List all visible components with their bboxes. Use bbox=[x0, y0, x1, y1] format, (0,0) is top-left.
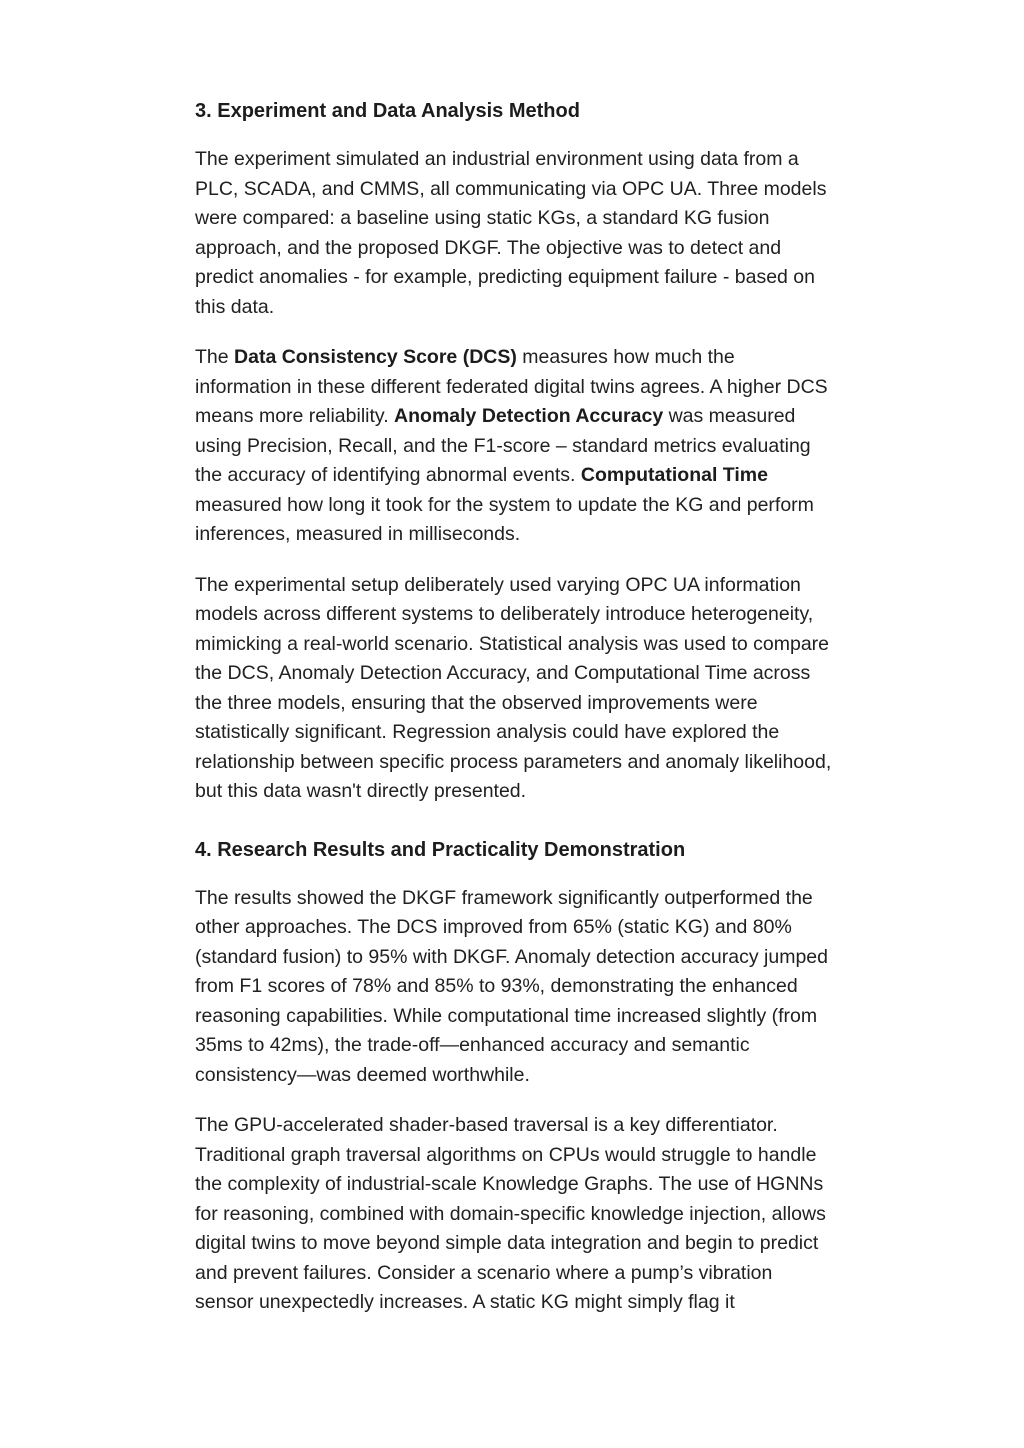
paragraph bbox=[195, 571, 832, 807]
paragraph bbox=[195, 1111, 832, 1318]
bold-text-run: Computational Time bbox=[580, 464, 768, 486]
text-run: measures how much the information in these different federated digital twins agrees. A higher DCS means more reliability. bbox=[195, 346, 828, 427]
text-run: The results showed the DKGF framework significantly outperformed the other approaches. The DCS improved from 65% (static KG) and 80% (standard fusion) to 95% with DKGF. Anomaly detection accuracy jumped from F1 scores of 78% and 85% to 93%, demonstrating the enhanced reasoning capabilities. While computational time increased slightly (from 35ms to 42ms), the trade-off—enhanced accuracy and semantic consistency—was deemed worthwhile. bbox=[195, 886, 828, 1086]
text-run: measured how long it took for the system to update the KG and perform inferences, measured in milliseconds. bbox=[195, 493, 814, 545]
section-experiment-method bbox=[195, 96, 832, 807]
article-content bbox=[195, 96, 832, 1318]
section-heading: 3. Experiment and Data Analysis Method bbox=[195, 100, 580, 122]
text-run: The GPU-accelerated shader-based traversal is a key differentiator. Traditional graph traversal algorithms on CPUs would struggle to handle the complexity of industrial-scale Knowledge Graphs. The use of HGNNs for reasoning, combined with domain-specific knowledge injection, allows digital twins to move beyond simple data integration and begin to predict and prevent failures. Consider a scenario where a pump’s vibration sensor unexpectedly increases. A static KG might simply flag it bbox=[195, 1114, 826, 1313]
section-research-results bbox=[195, 835, 832, 1318]
paragraph bbox=[195, 145, 832, 322]
text-run: The experimental setup deliberately used varying OPC UA information models across different systems to deliberately introduce heterogeneity, mimicking a real-world scenario. Statistical analysis was used to compare the DCS, Anomaly Detection Accuracy, and Computational Time across the three models, ensuring that the observed improvements were statistically significant. Regression analysis could have explored the relationship between specific process parameters and anomaly likelihood, but this data wasn't directly presented. bbox=[195, 573, 832, 802]
text-run: The experiment simulated an industrial environment using data from a PLC, SCADA, and CMMS, all communicating via OPC UA. Three models were compared: a baseline using static KGs, a standard KG fusion approach, and the proposed DKGF. The objective was to detect and predict anomalies - for example, predicting equipment failure - based on this data. bbox=[195, 148, 827, 318]
section-heading: 4. Research Results and Practicality Demonstration bbox=[195, 838, 686, 861]
paragraph bbox=[195, 884, 832, 1091]
bold-text-run: Data Consistency Score (DCS) bbox=[234, 346, 517, 368]
bold-text-run: Anomaly Detection Accuracy bbox=[394, 405, 664, 427]
text-run: The bbox=[195, 346, 235, 368]
paragraph bbox=[195, 343, 832, 550]
text-run: was measured using Precision, Recall, and the F1-score – standard metrics evaluating the accuracy of identifying abnormal events. bbox=[195, 405, 811, 486]
